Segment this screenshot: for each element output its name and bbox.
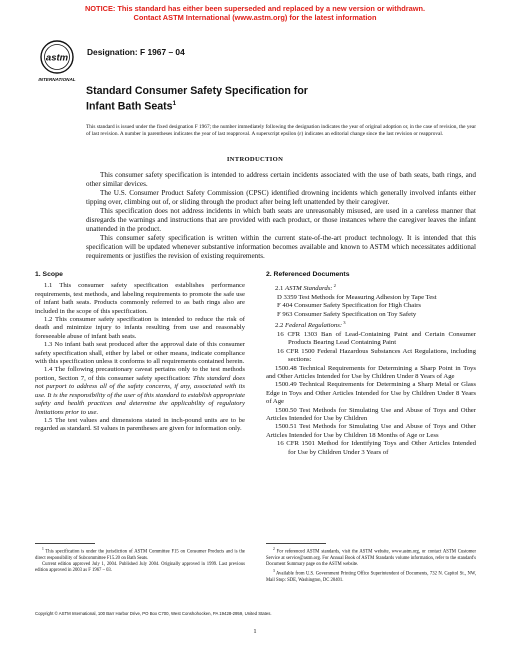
footnotes-right (266, 546, 476, 584)
page-number: 1 (253, 628, 257, 635)
copyright-line: Copyright © ASTM International, 100 Barr Harbor Drive, PO Box C700, West Conshohocken, PA 19428-2959, United States. (35, 611, 272, 616)
reference-item: F 963 Consumer Safety Specification on Toy Safety (277, 310, 417, 318)
footnote: $^1$ This specification is under the jurisdiction of ASTM Committee F15 on Consumer Products and is the direct responsibility of Subcommittee F15.20 on Bath Seats. (35, 547, 245, 561)
reference-subitem: 1500.50 Test Methods for Simulating Use and Abuse of Toys and Other Articles Intended for Use by Children (266, 406, 476, 422)
svg-text:INTERNATIONAL: INTERNATIONAL (38, 77, 76, 82)
scope-paragraph: 1.1 This consumer safety specification establishes performance requirements, test methods, and labeling requirements to promote the safe use of infant bath seats. Products commonly referred to as bath rings also are included in the scope of this specification. (35, 282, 245, 315)
scope-paragraph: 1.4 The following precautionary caveat pertains only to the test methods portion, Section 7, of this consumer safety specification: This standard does not purport to address all of the safety concerns, if any, associated with its use. It is the responsibility of the user of this standard to establish appropriate safety and health practices and determine the applicability of regulatory limitations prior to use. (35, 366, 245, 416)
intro-paragraph: This specification does not address incidents in which bath seats are unreasonably misused, are used in a careless manner that disregards the warnings and instructions that are provided with each product, or those instances where the caregiver leaves the infant unattended in the product. (86, 206, 476, 233)
reference-item: F 404 Consumer Safety Specification for High Chairs (277, 302, 421, 310)
withdrawal-notice (0, 4, 510, 22)
footnote-rule (266, 543, 326, 544)
reference-item: 16 CFR 1500 Federal Hazardous Substances Act Regulations, including sections: (277, 347, 476, 364)
title-line-2: Infant Bath Seats$^1$ (86, 99, 177, 113)
designation: Designation: F 1967 – 04 (87, 47, 185, 57)
references-heading: 2. Referenced Documents (266, 271, 350, 278)
intro-paragraph: The U.S. Consumer Product Safety Commission (CPSC) identified drowning incidents which generally involved infants either tipping over, climbing out of, or sliding through the product after being left unattended by their caregiver. (86, 188, 476, 206)
reference-subitem: 1500.48 Technical Requirements for Determining a Sharp Point in Toys and Other Articles Intended for Use by Children Under 8 Years of Age (266, 364, 476, 380)
scope-paragraph: 1.2 This consumer safety specification is intended to reduce the risk of death and minimize injury to infants resulting from use and reasonably foreseeable abuse of infant bath seats. (35, 316, 245, 340)
issuance-note: This standard is issued under the fixed designation F 1967; the number immediately following the designation indicates the year of original adoption or, in the case of revision, the year of last revision. A number in parentheses indicates the year of last reapproval. A superscript epsilon (ε) indicates an editorial change since the last revision or reapproval. (86, 124, 476, 137)
reference-item: D 3359 Test Methods for Measuring Adhesion by Tape Test (277, 294, 437, 302)
scope-section (35, 271, 245, 434)
footnotes-left (35, 546, 245, 574)
notice-line-1: NOTICE: This standard has either been superseded and replaced by a new version or withdrawn. (84, 4, 426, 13)
document-title (86, 85, 426, 113)
reference-subitem: 1500.51 Test Methods for Simulating Use and Abuse of Toys and Other Articles Intended for Use by Children 18 Months of Age or Less (266, 423, 476, 439)
scope-paragraph: 1.5 The test values and dimensions stated in inch-pound units are to be regarded as standard. SI values in parentheses are given for information only. (35, 416, 245, 433)
svg-text:astm: astm (45, 52, 69, 64)
footnote: $^3$ Available from U.S. Government Printing Office Superintendent of Documents, 732 N. Capitol St., NW, Mail Stop: SDE, Washington, DC 20401. (266, 569, 476, 583)
reference-item: 16 CFR 1501 Method for Identifying Toys and Other Articles Intended for Use by Children Under 3 Years of (277, 440, 476, 456)
notice-line-2: Contact ASTM International (www.astm.org) for the latest information (133, 13, 377, 22)
footnote: $^2$ For referenced ASTM standards, visit the ASTM website, www.astm.org, or contact ASTM Customer Service at service@astm.org. For Annual Book of ASTM Standards volume information, refer to the standard's Document Summary page on the ASTM website. (266, 547, 476, 567)
title-line-1: Standard Consumer Safety Specification for (86, 85, 308, 97)
federal-regulations-label: 2.2 Federal Regulations: $^3$ (275, 320, 346, 330)
footnote-rule (35, 543, 95, 544)
reference-item: 16 CFR 1303 Ban of Lead-Containing Paint and Certain Consumer Products Bearing Lead Containing Paint (277, 330, 476, 347)
astm-logo (37, 38, 81, 84)
scope-heading: 1. Scope (35, 271, 63, 278)
references-section (266, 271, 476, 457)
intro-paragraph: This consumer safety specification is written within the current state-of-the-art product technology. It is intended that this specification will be updated whenever substantive information becomes available and known to ASTM which necessitates additional requirements or justifies the revision of existing requirements. (86, 233, 476, 260)
astm-standards-label: 2.1 ASTM Standards: $^2$ (275, 283, 336, 293)
footnote: Current edition approved July 1, 2004. Published July 2004. Originally approved in 1999. Last previous edition approved in 2003 as F 1967 – 03. (35, 561, 245, 574)
reference-subitem: 1500.49 Technical Requirements for Determining a Sharp Metal or Glass Edge in Toys and Other Articles Intended for Use by Children Under 8 Years of Age (266, 381, 476, 406)
scope-paragraph: 1.3 No infant bath seat produced after the approval date of this consumer safety specification shall, either by label or other means, indicate compliance with this specification unless it conforms to all requirements contained herein. (35, 341, 245, 366)
introduction-heading: INTRODUCTION (226, 156, 284, 163)
intro-paragraph: This consumer safety specification is intended to address certain incidents associated with the use of bath seats, bath rings, and other similar devices. (86, 171, 476, 188)
introduction (86, 171, 476, 261)
